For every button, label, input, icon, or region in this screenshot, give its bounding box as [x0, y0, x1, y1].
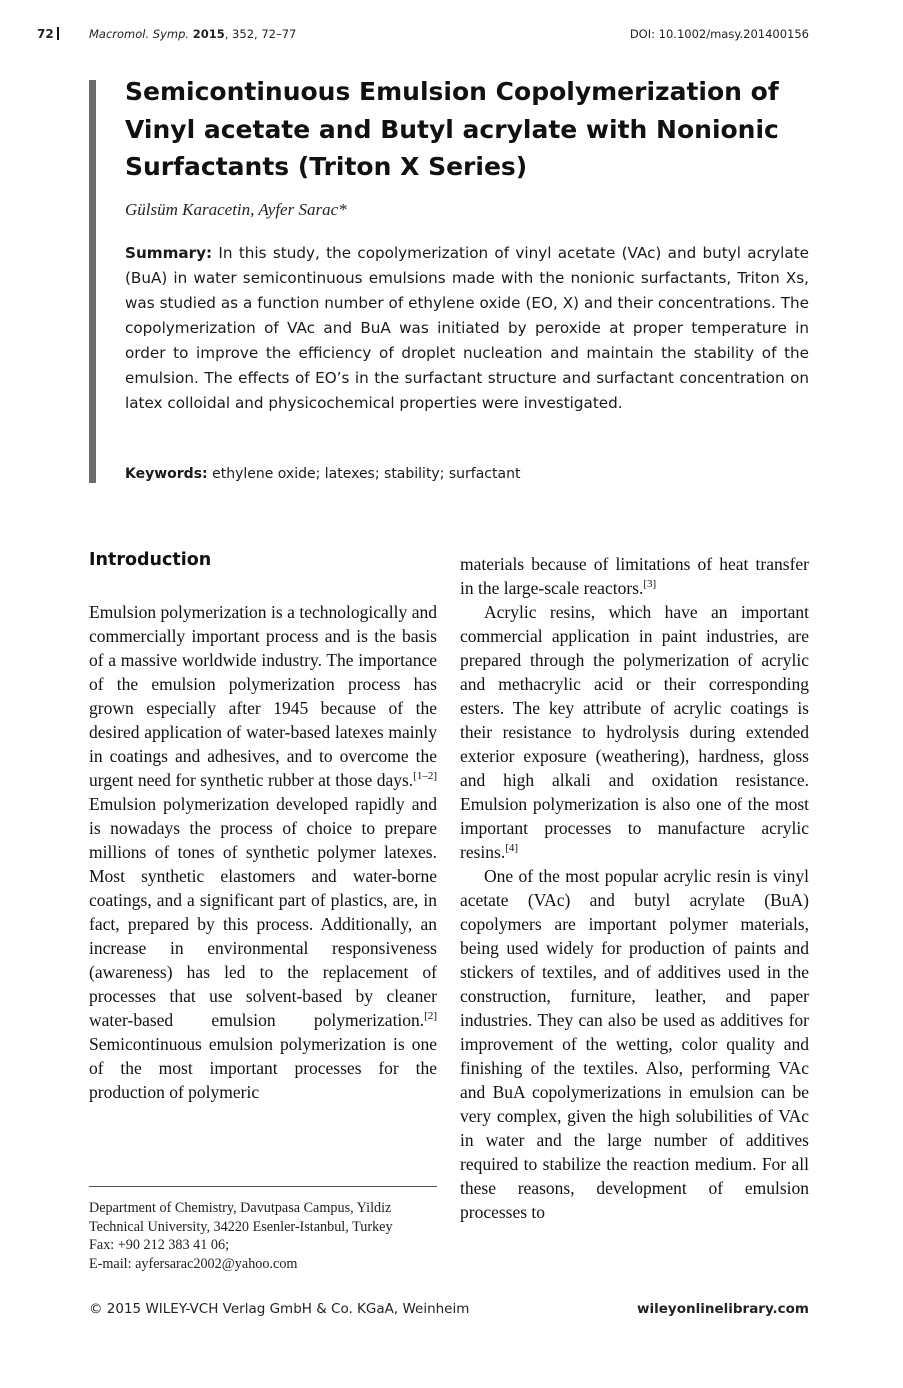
publisher-website-link[interactable]: wileyonlinelibrary.com [637, 1301, 809, 1317]
journal-name: Macromol. Symp. [89, 27, 190, 41]
article-authors: Gülsüm Karacetin, Ayfer Sarac* [125, 200, 347, 219]
footnote-line: Technical University, 34220 Esenler-Istanbul, Turkey [89, 1218, 393, 1235]
body-column-left [89, 600, 437, 1104]
paragraph-text: Semicontinuous emulsion polymerization is one of the most important processes for the production of polymeric [89, 1034, 437, 1102]
keywords-text: ethylene oxide; latexes; stability; surfactant [207, 466, 521, 482]
citation-ref[interactable]: [3] [643, 578, 657, 590]
paragraph: One of the most popular acrylic resin is vinyl acetate (VAc) and butyl acrylate (BuA) copolymers are important polymer materials, being used widely for production of paints and stickers of textiles, and of additives used in the construction, furniture, leather, and paper industries. They can also be used as additives for improvement of the wetting, color quality and finishing of the textiles. Also, performing VAc and BuA copolymerizations in emulsion can be very complex, given the high solubilities of VAc in water and the large number of additives required to stabilize the reaction medium. For all these reasons, development of emulsion processes to [460, 866, 809, 1222]
doi: DOI: 10.1002/masy.201400156 [629, 27, 809, 41]
summary-text: In this study, the copolymerization of vinyl acetate (VAc) and butyl acrylate (BuA) in water semicontinuous emulsions made with the nonionic surfactants, Triton Xs, was studied as a function number of ethylene oxide (EO, X) and their concentrations. The copolymerization of VAc and BuA was initiated by peroxide at proper temperature in order to improve the efficiency of droplet nucleation and maintain the stability of the emulsion. The effects of EO’s in the surfactant structure and surfactant concentration on latex colloidal and physicochemical properties were investigated. [125, 244, 809, 412]
section-heading-introduction: Introduction [89, 550, 212, 570]
paragraph-text: Emulsion polymerization is a technologically and commercially important process and is the basis of a massive worldwide industry. The importance of the emulsion polymerization process has grown especially after 1945 because of the desired application of water-based latexes mainly in coatings and adhesives, and to overcome the urgent need for synthetic rubber at those days. [89, 602, 437, 790]
paragraph [460, 552, 809, 600]
article-title: Semicontinuous Emulsion Copolymerization of Vinyl acetate and Butyl acrylate with Nonionic Surfactants (Triton X Series) [125, 77, 779, 181]
page-number-text: 72 [37, 27, 54, 41]
footnote-divider [89, 1186, 437, 1187]
affiliation-footnote [89, 1199, 449, 1273]
footnote-line: Department of Chemistry, Davutpasa Campus, Yildiz [89, 1200, 392, 1216]
footnote-email[interactable]: E-mail: ayfersarac2002@yahoo.com [89, 1255, 298, 1272]
keywords [125, 466, 520, 482]
page-number-divider [57, 27, 59, 40]
paragraph-text: materials because of limitations of heat transfer in the large-scale reactors. [460, 554, 809, 598]
copyright-notice: © 2015 WILEY-VCH Verlag GmbH & Co. KGaA, Weinheim [89, 1301, 470, 1317]
journal-year: 2015 [192, 27, 225, 41]
page-number [37, 27, 59, 41]
paragraph [460, 600, 809, 864]
abstract-side-rule [89, 80, 96, 483]
journal-citation [89, 27, 296, 41]
citation-ref[interactable]: [1–2] [413, 770, 437, 782]
citation-ref[interactable]: [2] [424, 1010, 437, 1022]
abstract-summary [125, 241, 809, 416]
journal-volume-pages: , 352, 72–77 [224, 27, 297, 41]
summary-label: Summary: [125, 244, 213, 262]
citation-ref[interactable]: [4] [505, 842, 519, 854]
paragraph-text: Acrylic resins, which have an important commercial application in paint industries, are prepared through the polymerization of acrylic and methacrylic acid or their corresponding esters. The key attribute of acrylic coatings is their resistance to hydrolysis during extended exterior exposure (weathering), hardness, gloss and high alkali and oxidation resistance. Emulsion polymerization is also one of the most important processes to manufacture acrylic resins. [460, 602, 809, 862]
body-column-right [460, 552, 809, 1224]
footnote-line: Fax: +90 212 383 41 06; [89, 1237, 230, 1253]
keywords-label: Keywords: [125, 466, 208, 482]
paragraph-text: Emulsion polymerization developed rapidly and is nowadays the process of choice to prepare millions of tones of synthetic polymer latexes. Most synthetic elastomers and water-borne coatings, and a significant part of plastics, are, in fact, prepared by this process. Additionally, an increase in environmental responsiveness (awareness) has led to the replacement of processes that use solvent-based by cleaner water-based emulsion polymerization. [89, 794, 437, 1030]
paragraph [89, 600, 437, 1104]
